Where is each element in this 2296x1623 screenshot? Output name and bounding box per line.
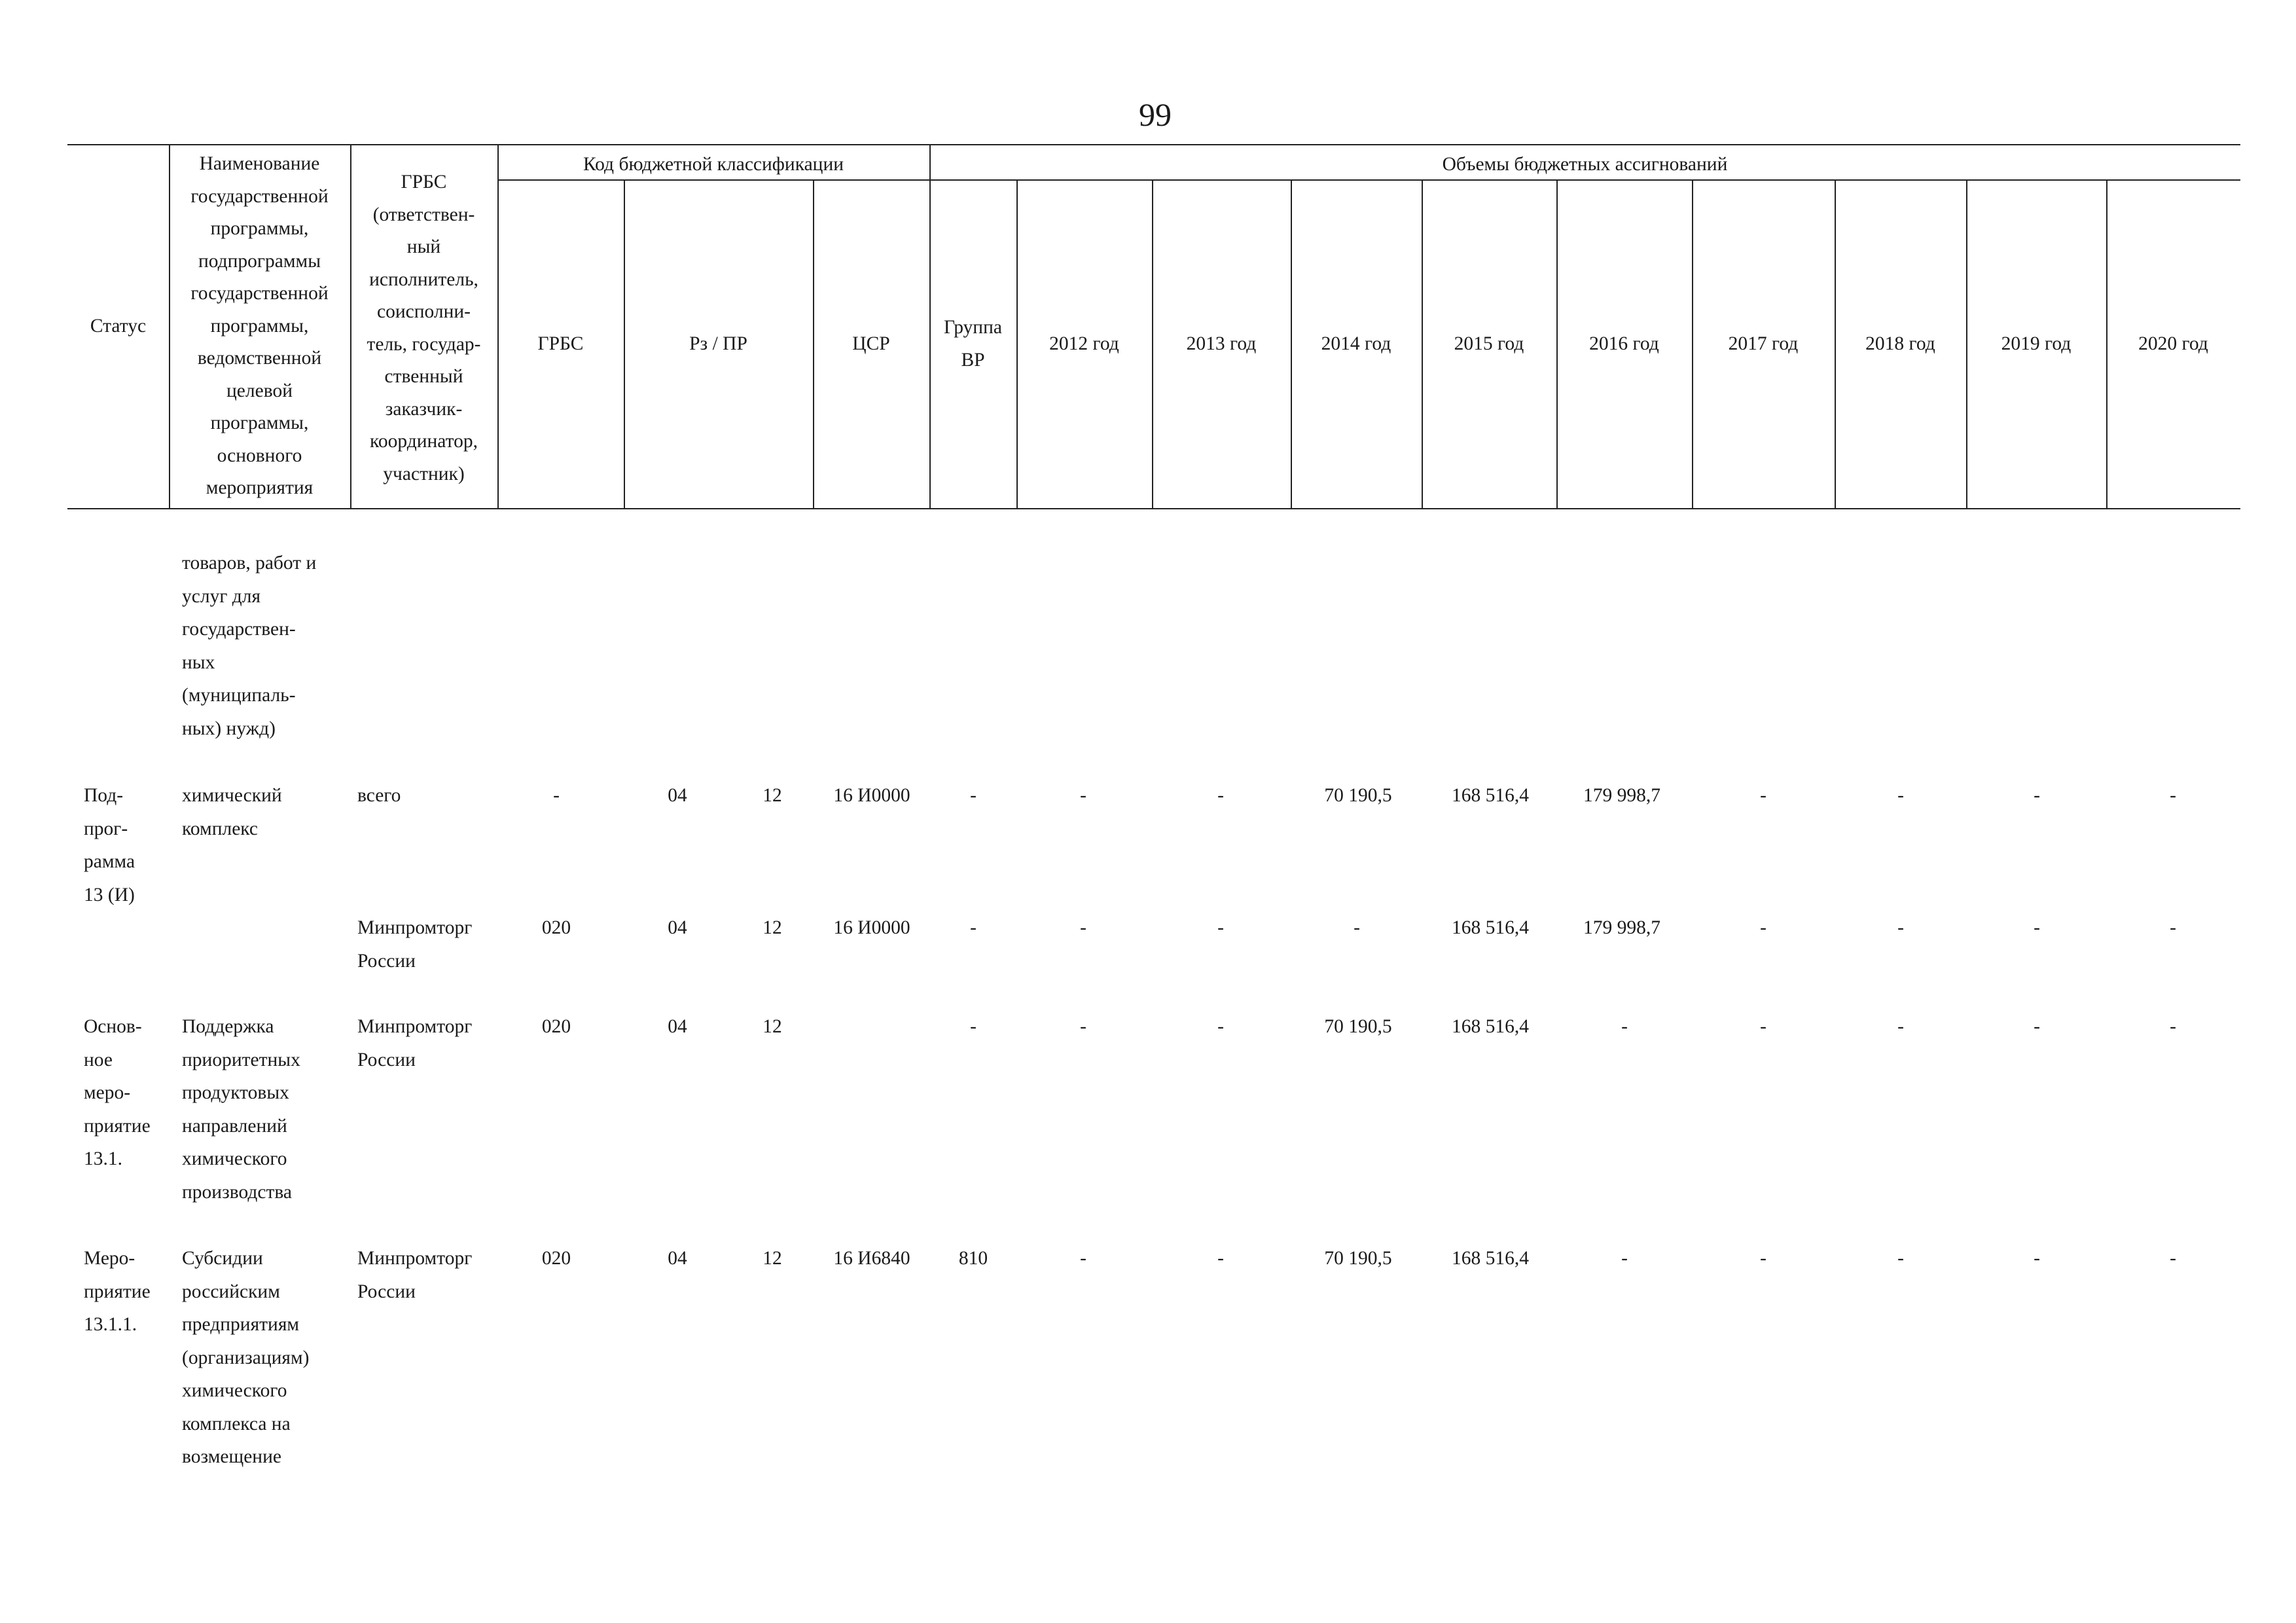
header-grbs-responsible: ГРБС (ответствен- ный исполнитель, соисполни- тель, государ- ственный заказчик- координатор, участник) [367, 172, 481, 484]
row-value: - [1080, 1016, 1086, 1037]
row-grbs: 020 [541, 1016, 571, 1037]
row-value: - [1621, 1248, 1628, 1269]
row-grbs-responsible: Минпромторг России [357, 1248, 473, 1302]
row-value: - [1760, 917, 1767, 938]
row-value: - [1217, 1016, 1224, 1037]
row-csr: 16 И0000 [833, 785, 910, 806]
row-value: 168 516,4 [1452, 1016, 1529, 1037]
row-status: Под- прог- рамма 13 (И) [84, 785, 135, 905]
row-rz: 04 [668, 785, 687, 806]
header-name: Наименование государственной программы, подпрограммы государственной программы, ведомственной целевой программы, основного мероприятия [190, 153, 329, 498]
row-value: - [1760, 1248, 1767, 1269]
row-value: - [1217, 917, 1224, 938]
row-vr: 810 [958, 1248, 988, 1269]
row-name: Субсидии российским предприятиям (организациям) химического комплекса на возмещение [182, 1248, 310, 1467]
row-status: Основ- ное меро- приятие 13.1. [84, 1016, 151, 1169]
row-value: - [1217, 785, 1224, 806]
row-grbs: 020 [541, 917, 571, 938]
row-value: - [1354, 917, 1360, 938]
row-csr: 16 И6840 [833, 1248, 910, 1269]
header-year: 2019 год [2001, 333, 2072, 354]
row-grbs-responsible: Минпромторг России [357, 1016, 473, 1070]
row-pr: 12 [762, 785, 782, 806]
row-value: - [1897, 917, 1904, 938]
row-value: - [2034, 1248, 2040, 1269]
row-value: - [2170, 917, 2176, 938]
row-pr: 12 [762, 917, 782, 938]
row-rz: 04 [668, 917, 687, 938]
row-value: - [2170, 1248, 2176, 1269]
row-grbs-responsible: всего [357, 785, 401, 806]
row-value: - [1897, 785, 1904, 806]
header-csr: ЦСР [852, 333, 890, 354]
row-status: Меро- приятие 13.1.1. [84, 1248, 151, 1335]
header-grbs-code: ГРБС [537, 333, 584, 354]
page-number: 99 [1139, 96, 1172, 133]
row-value: 168 516,4 [1452, 917, 1529, 938]
row-vr: - [970, 917, 977, 938]
header-year: 2013 год [1186, 333, 1257, 354]
row-value: - [2170, 785, 2176, 806]
row-value: 179 998,7 [1583, 917, 1660, 938]
row-value: 70 190,5 [1324, 785, 1392, 806]
row-value: - [1621, 1016, 1628, 1037]
header-bottom-rule [67, 508, 2240, 509]
row-value: - [2034, 1016, 2040, 1037]
row-grbs-responsible: Минпромторг России [357, 917, 473, 972]
row-value: - [2034, 785, 2040, 806]
row-value: - [2170, 1016, 2176, 1037]
row-value: - [1217, 1248, 1224, 1269]
header-year: 2015 год [1454, 333, 1524, 354]
row-value: 168 516,4 [1452, 785, 1529, 806]
header-top-rule [67, 144, 2240, 145]
row-pr: 12 [762, 1016, 782, 1037]
row-csr: 16 И0000 [833, 917, 910, 938]
header-rz-pr: Рз / ПР [689, 333, 747, 354]
row-name: химический комплекс [182, 785, 282, 839]
row-pr: 12 [762, 1248, 782, 1269]
row-rz: 04 [668, 1016, 687, 1037]
row-grbs: 020 [541, 1248, 571, 1269]
row-value: - [1760, 785, 1767, 806]
header-year: 2014 год [1321, 333, 1391, 354]
header-volume-group: Объемы бюджетных ассигнований [1442, 154, 1728, 175]
header-year: 2018 год [1865, 333, 1935, 354]
row-value: - [1080, 1248, 1086, 1269]
row-value: 70 190,5 [1324, 1248, 1392, 1269]
row-value: 70 190,5 [1324, 1016, 1392, 1037]
row-value: 168 516,4 [1452, 1248, 1529, 1269]
row-grbs: - [553, 785, 560, 806]
continuation-name: товаров, работ и услуг для государствен- ных (муниципаль- ных) нужд) [182, 553, 317, 739]
row-value: 179 998,7 [1583, 785, 1660, 806]
row-value: - [1897, 1016, 1904, 1037]
row-value: - [1080, 785, 1086, 806]
header-status: Статус [90, 316, 147, 337]
row-value: - [1760, 1016, 1767, 1037]
header-group-vr: Группа ВР [944, 317, 1002, 371]
header-year: 2020 год [2138, 333, 2208, 354]
header-year: 2016 год [1589, 333, 1659, 354]
row-name: Поддержка приоритетных продуктовых направлений химического производства [182, 1016, 300, 1203]
row-value: - [2034, 917, 2040, 938]
row-value: - [1897, 1248, 1904, 1269]
row-rz: 04 [668, 1248, 687, 1269]
row-vr: - [970, 785, 977, 806]
row-value: - [1080, 917, 1086, 938]
header-code-group: Код бюджетной классификации [583, 154, 844, 175]
header-year: 2012 год [1049, 333, 1119, 354]
row-vr: - [970, 1016, 977, 1037]
header-year: 2017 год [1728, 333, 1799, 354]
